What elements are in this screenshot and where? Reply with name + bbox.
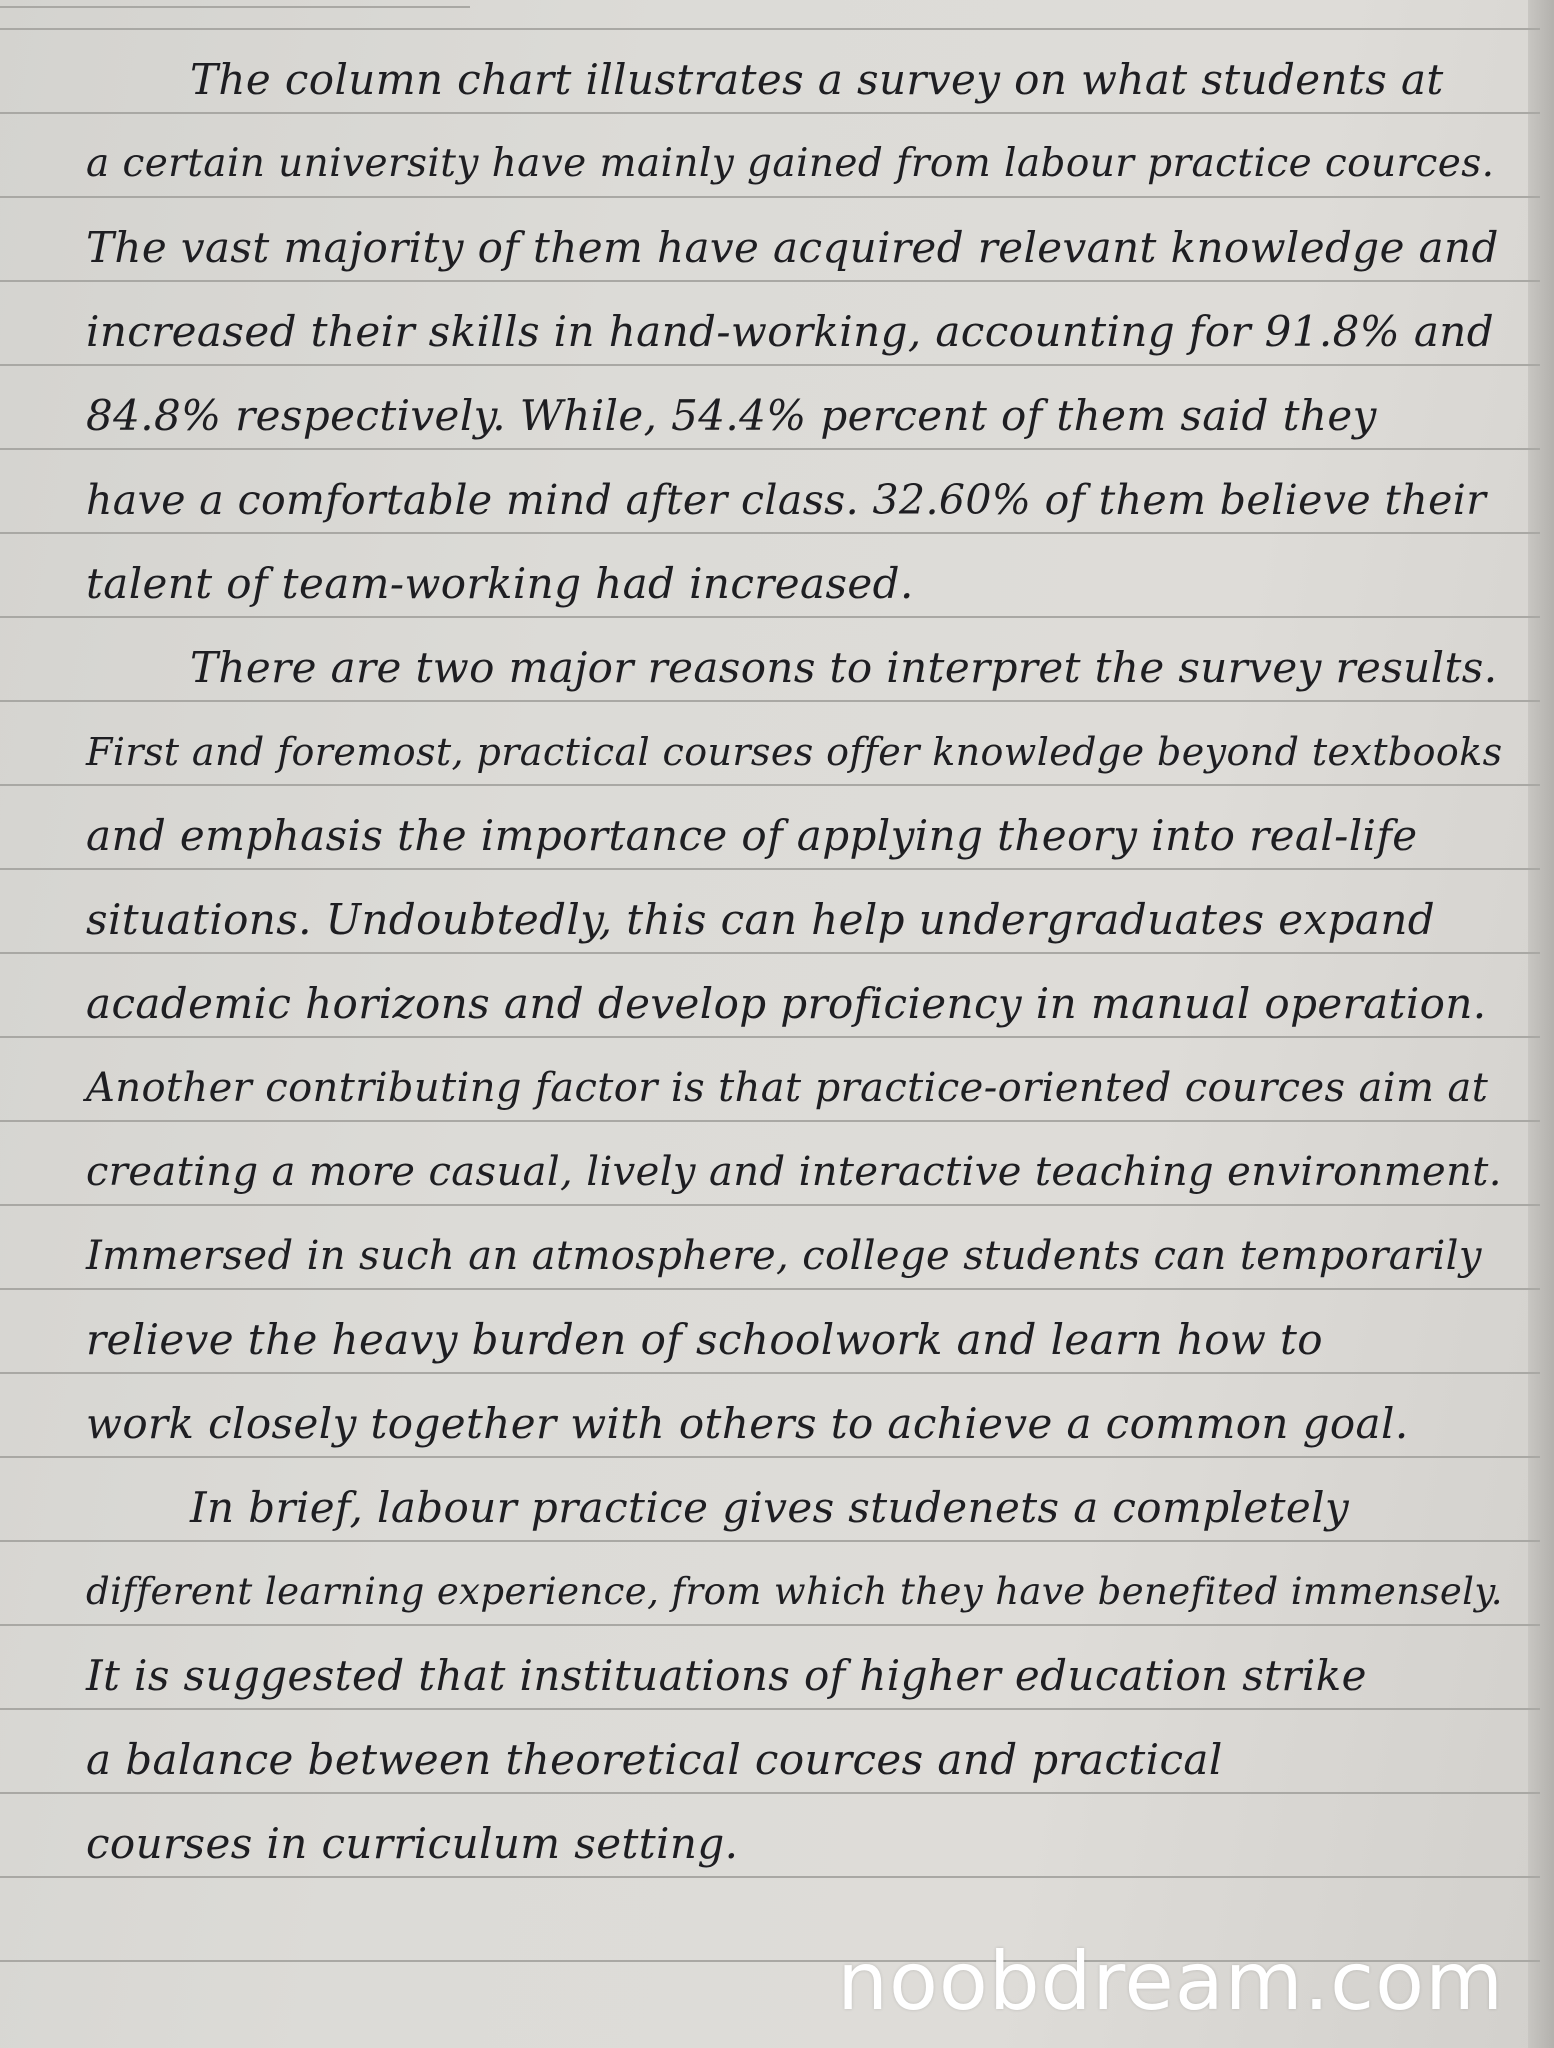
essay-line: increased their skills in hand-working, accounting for 91.8% and xyxy=(86,307,1495,356)
notebook-rule xyxy=(0,700,1540,702)
essay-line: different learning experience, from which they have benefited immensely. xyxy=(86,1570,1503,1613)
essay-line: have a comfortable mind after class. 32.60% of them believe their xyxy=(86,476,1487,524)
notebook-rule xyxy=(0,280,1540,282)
notebook-rule xyxy=(0,1540,1540,1542)
notebook-rule xyxy=(0,784,1540,786)
notebook-rule xyxy=(0,1624,1540,1626)
notebook-rule xyxy=(0,448,1540,450)
notebook-rule xyxy=(0,1372,1540,1374)
essay-line: courses in curriculum setting. xyxy=(86,1819,739,1868)
essay-line: It is suggested that instituations of higher education strike xyxy=(86,1651,1367,1700)
notebook-binding-edge xyxy=(1528,0,1554,2048)
essay-line: and emphasis the importance of applying theory into real-life xyxy=(86,811,1418,860)
notebook-rule xyxy=(0,112,1540,114)
notebook-rule xyxy=(0,28,1540,30)
essay-line: a balance between theoretical cources and practical xyxy=(86,1735,1223,1784)
watermark: noobdream.com xyxy=(837,1935,1504,2028)
essay-line: academic horizons and develop proficiency in manual operation. xyxy=(86,979,1487,1028)
essay-line: situations. Undoubtedly, this can help undergraduates expand xyxy=(86,895,1436,944)
notebook-rule xyxy=(0,6,470,8)
essay-line: The vast majority of them have acquired relevant knowledge and xyxy=(86,223,1499,272)
notebook-rule xyxy=(0,1792,1540,1794)
notebook-rule xyxy=(0,1288,1540,1290)
notebook-rule xyxy=(0,196,1540,198)
essay-line: 84.8% respectively. While, 54.4% percent of them said they xyxy=(86,391,1377,440)
essay-line: There are two major reasons to interpret the survey results. xyxy=(190,643,1498,692)
notebook-rule xyxy=(0,364,1540,366)
essay-line: a certain university have mainly gained from labour practice cources. xyxy=(86,141,1495,186)
notebook-rule xyxy=(0,952,1540,954)
essay-line: Another contributing factor is that practice-oriented cources aim at xyxy=(86,1065,1489,1111)
notebook-rule xyxy=(0,1876,1540,1878)
essay-line: talent of team-working had increased. xyxy=(86,559,914,608)
notebook-rule xyxy=(0,1036,1540,1038)
essay-line: The column chart illustrates a survey on what students at xyxy=(190,55,1444,104)
essay-line: Immersed in such an atmosphere, college students can temporarily xyxy=(86,1233,1482,1279)
notebook-rule xyxy=(0,532,1540,534)
essay-line: work closely together with others to achieve a common goal. xyxy=(86,1399,1409,1448)
notebook-rule xyxy=(0,1204,1540,1206)
notebook-rule xyxy=(0,1708,1540,1710)
essay-line: In brief, labour practice gives studenets a completely xyxy=(190,1483,1350,1532)
notebook-rule xyxy=(0,868,1540,870)
essay-line: relieve the heavy burden of schoolwork and learn how to xyxy=(86,1315,1323,1364)
essay-line: First and foremost, practical courses offer knowledge beyond textbooks xyxy=(86,730,1503,774)
notebook-rule xyxy=(0,616,1540,618)
notebook-rule xyxy=(0,1120,1540,1122)
notebook-rule xyxy=(0,1456,1540,1458)
essay-line: creating a more casual, lively and interactive teaching environment. xyxy=(86,1149,1502,1195)
